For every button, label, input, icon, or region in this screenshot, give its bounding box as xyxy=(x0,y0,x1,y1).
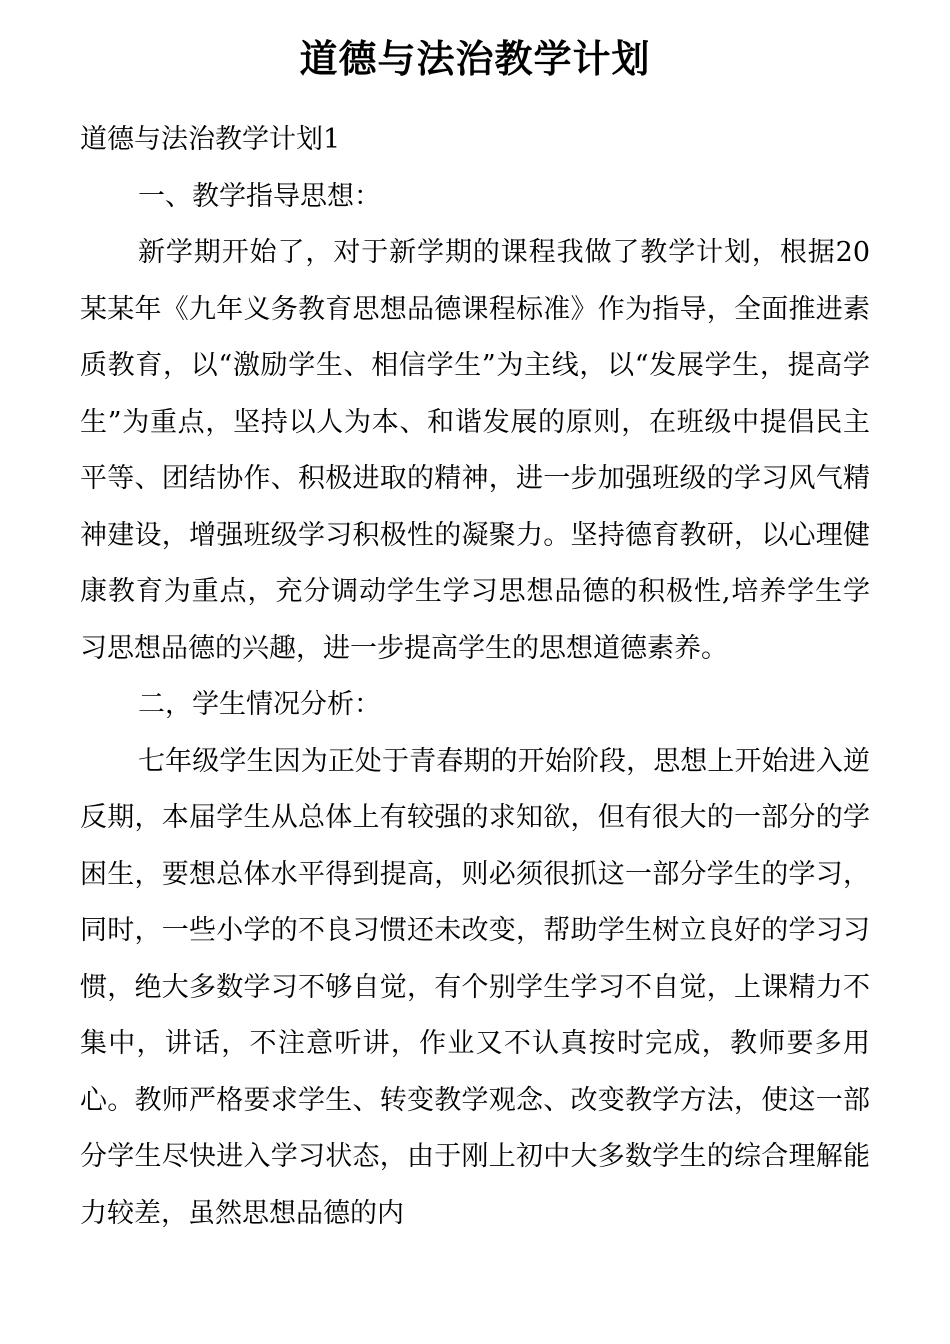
section-paragraph-guiding-ideology: 新学期开始了，对于新学期的课程我做了教学计划，根据20某某年《九年义务教育思想品德课程标准》作为指导，全面推进素质教育，以“激励学生、相信学生”为主线，以“发展学生，提高学生”为重点，坚持以人为本、和谐发展的原则，在班级中提倡民主平等、团结协作、积极进取的精神，进一步加强班级的学习风气精神建设，增强班级学习积极性的凝聚力。坚持德育教研，以心理健康教育为重点，充分调动学生学习思想品德的积极性,培养学生学习思想品德的兴趣，进一步提高学生的思想道德素养。 xyxy=(80,237,870,664)
document-title: 道德与法治教学计划 xyxy=(299,37,651,81)
section-paragraph-student-analysis: 七年级学生因为正处于青春期的开始阶段，思想上开始进入逆反期，本届学生从总体上有较强的求知欲，但有很大的一部分的学困生，要想总体水平得到提高，则必须很抓这一部分学生的学习，同时，一些小学的不良习惯还未改变，帮助学生树立良好的学习习惯，绝大多数学习不够自觉，有个别学生学习不自觉，上课精力不集中，讲话，不注意听讲，作业又不认真按时完成，教师要多用心。教师严格要求学生、转变教学观念、改变教学方法，使这一部分学生尽快进入学习状态，由于刚上初中大多数学生的综合理解能力较差，虽然思想品德的内 xyxy=(80,745,870,1229)
section-heading-guiding-ideology: 一、教学指导思想： xyxy=(138,180,381,212)
document-subtitle: 道德与法治教学计划1 xyxy=(80,124,341,155)
section-heading-student-analysis: 二，学生情况分析： xyxy=(138,689,381,720)
